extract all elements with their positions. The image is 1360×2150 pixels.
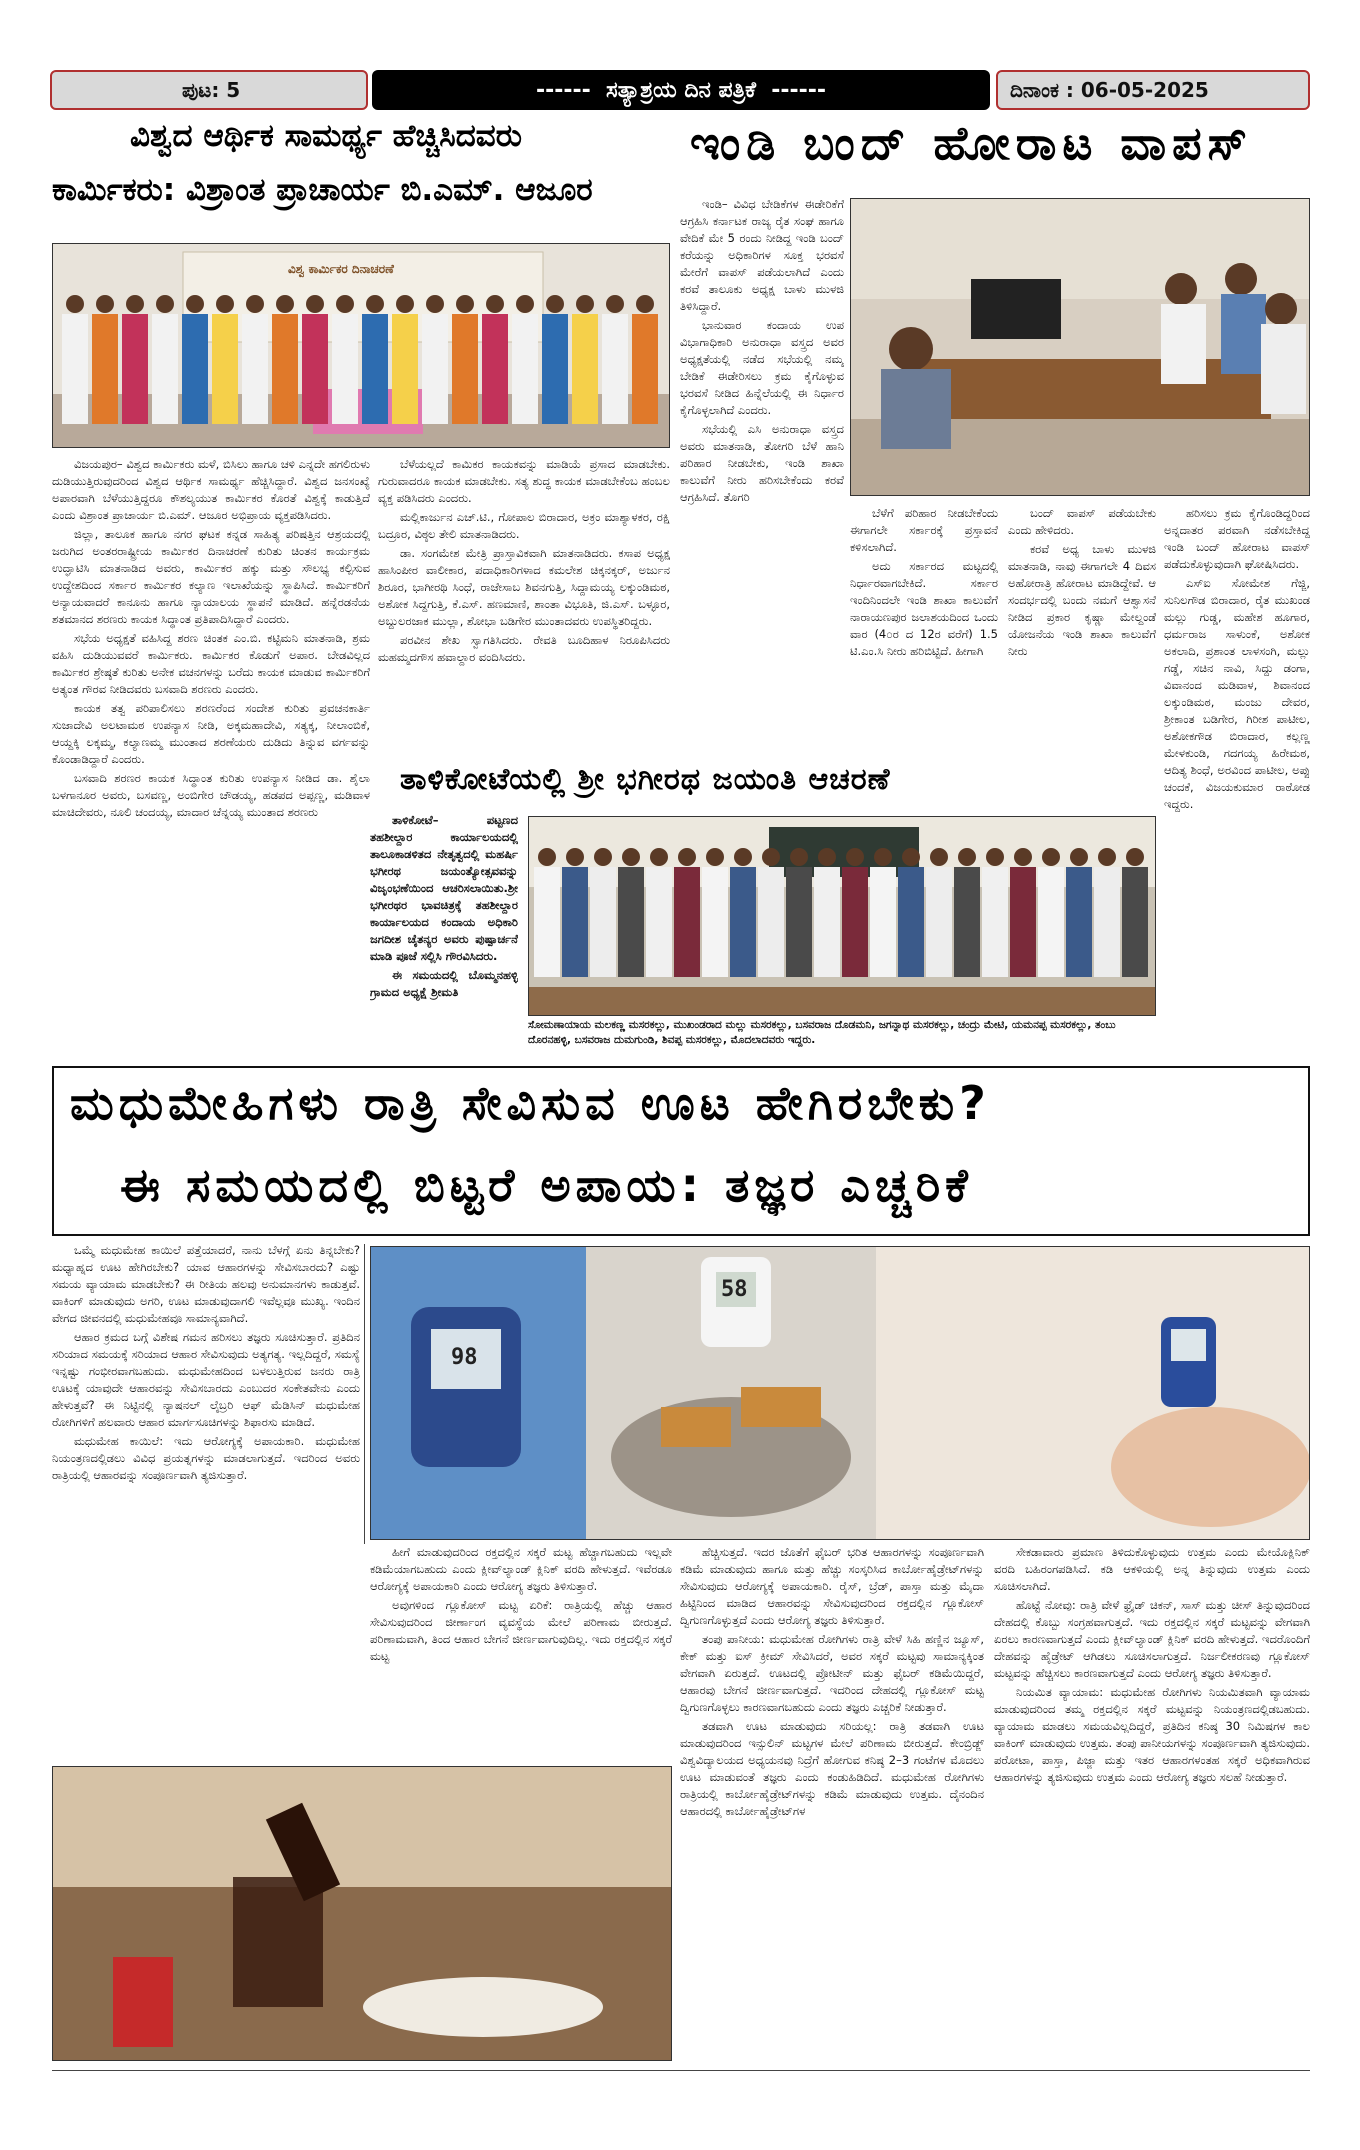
person-body xyxy=(1066,867,1092,977)
story4-col1-body xyxy=(52,1242,360,1484)
person-body xyxy=(982,867,1008,977)
paragraph: ಸಭೆಯಲ್ಲಿ ಎಸಿ ಅನುರಾಧಾ ವಸ್ತ್ರದ ಅವರು ಮಾತನಾಡಿ, ತೋಗರಿ ಬೆಳೆ ಹಾನಿ ಪರಿಹಾರ ನೀಡಬೇಕು, ಇಂಡಿ ಶಾಖಾ ಕಾಲುವೆಗೆ ನೀರು ಹರಿಸಬೇಕೆಂದು ಕರವೆ ಆಗ್ರಹಿಸಿದೆ. ತೊಗರಿ xyxy=(680,422,844,504)
person-body xyxy=(362,314,388,424)
story2-column-3 xyxy=(1008,505,1156,757)
paragraph: ಒಮ್ಮೆ ಮಧುಮೇಹ ಕಾಯಿಲೆ ಪತ್ತೆಯಾದರೆ, ನಾನು ಬೆಳಗ್ಗೆ ಏನು ತಿನ್ನಬೇಕು? ಮಧ್ಯಾಹ್ನದ ಊಟ ಹೇಗಿರಬೇಕು? ಯಾವ ಆಹಾರಗಳನ್ನು ಸೇವಿಸಬಾರದು? ಎಷ್ಟು ಸಮಯ ವ್ಯಾಯಾಮ ಮಾಡಬೇಕು? ಈ ರೀತಿಯ ಹಲವು ಅನುಮಾನಗಳು ಕಾಡುತ್ತವೆ. ವಾಕಿಂಗ್ ಮಾಡುವುದು ಅಗರಿ, ಊಟ ಮಾಡುವುದಾಗಲಿ ಇವೆಲ್ಲವೂ ಮುಖ್ಯ. ಇಂದಿನ ವೇಗದ ಜೀವನದಲ್ಲಿ ಮಧುಮೇಹವೂ ಸಾಮಾನ್ಯವಾಗಿದೆ. xyxy=(52,1243,360,1325)
story4-headline-line2: ಈ ಸಮಯದಲ್ಲಿ ಬಿಟ್ಟರೆ ಅಪಾಯ: ತಜ್ಞರ ಎಚ್ಚರಿಕೆ xyxy=(120,1158,973,1212)
person-body xyxy=(618,867,644,977)
paragraph: ಆಹಾರ ಕ್ರಮದ ಬಗ್ಗೆ ವಿಶೇಷ ಗಮನ ಹರಿಸಲು ತಜ್ಞರು ಸೂಚಿಸುತ್ತಾರೆ. ಪ್ರತಿದಿನ ಸರಿಯಾದ ಸಮಯಕ್ಕೆ ಸರಿಯಾದ ಆಹಾರ ಸೇವಿಸುವುದು ಅತ್ಯಗತ್ಯ. ಇಲ್ಲದಿದ್ದರೆ, ಸಮಸ್ಯೆ ಇನ್ನಷ್ಟು ಗಂಭೀರವಾಗಬಹುದು. ಮಧುಮೇಹದಿಂದ ಬಳಲುತ್ತಿರುವ ಜನರು ರಾತ್ರಿ ಊಟಕ್ಕೆ ಯಾವುದೇ ಆಹಾರವನ್ನು ಸೇವಿಸಬಾರದು ಎಂಬುದರ ಸಂಕೇತವೇನು ಎಂದು ಹೇಳುತ್ತವೆ? ಈ ನಿಟ್ಟಿನಲ್ಲಿ ನ್ಯಾಷನಲ್ ಲೈಬ್ರರಿ ಆಫ್ ಮೆಡಿಸಿನ್ ಮಧುಮೇಹ ರೋಗಿಗಳಿಗೆ ಹಲವಾರು ಆಹಾರ ಮಾರ್ಗಸೂಚಿಗಳನ್ನು ಶಿಫಾರಸು ಮಾಡಿದೆ. xyxy=(52,1330,360,1429)
paragraph: ಕಾಯಕ ತತ್ವ ಪರಿಪಾಲಿಸಲು ಶರಣರೆಂದ ಸಂದೇಶ ಕುರಿತು ಪ್ರವಚನಕಾರ್ತಿ ಸುಜಾದೇವಿ ಅಲಟಾಮಠ ಉಪನ್ಯಾಸ ನೀಡಿ, ಅಕ್ಕಮಹಾದೇವಿ, ಸತ್ಯಕ್ಕ, ನೀಲಾಂಬಿಕೆ, ಆಯ್ದಕ್ಕಿ ಲಕ್ಕಮ್ಮ, ಕಲ್ಯಾಣಮ್ಮ ಮುಂತಾದ ಶರಣೆಯರು ದುಡಿದು ತಿನ್ನುವ ವರ್ಗವನ್ನು ಕೊಂಡಾಡಿದ್ದಾರೆ ಎಂದರು. xyxy=(52,701,370,766)
person-body xyxy=(452,314,478,424)
person-body xyxy=(1010,867,1036,977)
person-body xyxy=(332,314,358,424)
person-head xyxy=(546,295,564,313)
story4-headline-line1: ಮಧುಮೇಹಿಗಳು ರಾತ್ರಿ ಸೇವಿಸುವ ಊಟ ಹೇಗಿರಬೇಕು? xyxy=(70,1076,991,1130)
paragraph: ಭಾನುವಾರ ಕಂದಾಯ ಉಪ ವಿಭಾಗಾಧಿಕಾರಿ ಅನುರಾಧಾ ವಸ್ತ್ರದ ಅವರ ಅಧ್ಯಕ್ಷತೆಯಲ್ಲಿ ನಡೆದ ಸಭೆಯಲ್ಲಿ ನಮ್ಮ ಬೇಡಿಕೆ ಈಡೇರಿಸಲು ಕ್ರಮ ಕೈಗೊಳ್ಳುವ ಭರವಸೆ ನೀಡಿದ ಹಿನ್ನೆಲೆಯಲ್ಲಿ ಈ ನಿರ್ಧಾರ ಕೈಗೊಳ್ಳಲಾಗಿದೆ ಎಂದರು. xyxy=(680,318,844,417)
person-body xyxy=(562,867,588,977)
indi-meeting-photo-illustration xyxy=(851,199,1310,496)
paragraph: ಮಧುಮೇಹ ಕಾಯಿಲೆ: ಇದು ಆರೋಗ್ಯಕ್ಕೆ ಅಪಾಯಕಾರಿ. ಮಧುಮೇಹ ನಿಯಂತ್ರಣದಲ್ಲಿಡಲು ವಿವಿಧ ಪ್ರಯತ್ನಗಳನ್ನು ಮಾಡಲಾಗುತ್ತದೆ. ಇದರಿಂದ ಅವರು ರಾತ್ರಿಯಲ್ಲಿ ಆಹಾರವನ್ನು ಸಂಪೂರ್ಣವಾಗಿ ತ್ಯಜಿಸುತ್ತಾರೆ. xyxy=(52,1434,360,1482)
paragraph: ತಾಳಿಕೋಟೆ– ಪಟ್ಟಣದ ತಹಶೀಲ್ದಾರ ಕಾರ್ಯಾಲಯದಲ್ಲಿ ತಾಲೂಕಾಡಳಿತದ ನೇತೃತ್ವದಲ್ಲಿ ಮಹರ್ಷಿ ಭಗೀರಥ ಜಯಂತ್ಯೋತ್ಸವವನ್ನು ವಿಜೃಂಭಣೆಯಿಂದ ಆಚರಿಸಲಾಯಿತು.ಶ್ರೀ ಭಗೀರಥರ ಭಾವಚಿತ್ರಕ್ಕೆ ತಹಶೀಲ್ದಾರ ಕಾರ್ಯಾಲಯದ ಕಂದಾಯ ಅಧಿಕಾರಿ ಜಗದೀಶ ಚೈತನ್ಯರ ಅವರು ಪುಷ್ಪಾರ್ಚನೆ ಮಾಡಿ ಪೂಜೆ ಸಲ್ಲಿಸಿ ಗೌರವಿಸಿದರು. xyxy=(370,813,518,963)
person-body xyxy=(242,314,268,424)
story1-col1-body xyxy=(52,456,370,821)
person-head xyxy=(126,295,144,313)
person-body xyxy=(572,314,598,424)
paper-title: ------ ಸತ್ಯಾಶ್ರಯ ದಿನ ಪತ್ರಿಕೆ ------ xyxy=(535,77,827,103)
drink-photo-illustration xyxy=(53,1767,672,2061)
person-head xyxy=(622,848,640,866)
paragraph: ಮಲ್ಲಿಕಾರ್ಜುನ ಎಚ್.ಟಿ., ಗೋಪಾಲ ಬಿರಾದಾರ, ಅಕ್ರಂ ಮಾಶ್ಯಾಳಕರ, ರಕ್ಷಿ ಬದ್ರೂರ, ವಿಠ್ಠಲ ತೇಲಿ ಮಾತನಾಡಿದರು. xyxy=(378,510,670,541)
person-body xyxy=(182,314,208,424)
story2-column-1 xyxy=(680,196,844,756)
person-head xyxy=(1098,848,1116,866)
person-body xyxy=(730,867,756,977)
diabetes-collage-photo xyxy=(370,1246,1310,1540)
paragraph: ಅದು ಸರ್ಕಾರದ ಮಟ್ಟದಲ್ಲಿ ನಿರ್ಧಾರವಾಗಬೇಕಿದೆ. ಸರ್ಕಾರ ಇಂದಿನಿಂದಲೇ ಇಂಡಿ ಶಾಖಾ ಕಾಲುವೆಗೆ ನಾರಾಯಣಪುರ ಜಲಾಶಯದಿಂದ ಒಂದು ವಾರ (4೦ರ ದ 12ರ ವರೆಗೆ) 1.5 ಟಿ.ಎಂ.ಸಿ ನೀರು ಹರಿಬಿಟ್ಟಿದೆ. ಹೀಗಾಗಿ xyxy=(850,559,998,658)
person-head xyxy=(216,295,234,313)
person-head xyxy=(538,848,556,866)
person-body xyxy=(646,867,672,977)
paragraph: ಕರವೆ ಅಧ್ಯ ಬಾಳು ಮುಳಜಿ ಮಾತನಾಡಿ, ನಾವು ಈಗಾಗಲೇ 4 ದಿವಸ ಅಹೋರಾತ್ರಿ ಹೋರಾಟ ಮಾಡಿದ್ದೇವೆ. ಆ ಸಂದರ್ಭದಲ್ಲಿ ಬಂದು ನಮಗೆ ಆಶ್ವಾಸನೆ ನೀಡಿದ ಪ್ರಕಾರ ಕೃಷ್ಣಾ ಮೇಲ್ದಂಡೆ ಯೋಜನೆಯ ಇಂಡಿ ಶಾಖಾ ಕಾಲುವೆಗೆ ನೀರು xyxy=(1008,542,1156,658)
person-head xyxy=(96,295,114,313)
person-head xyxy=(396,295,414,313)
paragraph: ಡಾ. ಸಂಗಮೇಶ ಮೇತ್ರಿ ಪ್ರಾಸ್ತಾವಿಕವಾಗಿ ಮಾತನಾಡಿದರು. ಕಸಾಪ ಅಧ್ಯಕ್ಷ ಹಾಸಿಂಪೀರ ವಾಲೀಕಾರ, ಪದಾಧಿಕಾರಿಗಳಾದ ಕಮಲೇಶ ಚಿಕ್ಕನಕ್ಕರ್, ಅರ್ಜುನ ಶಿರೂರ, ಭಾಗೀರಥಿ ಸಿಂಧೆ, ರಾಜೇಸಾಬ ಶಿವನಗುತ್ತಿ, ಸಿದ್ದಾಮಯ್ಯ ಲಕ್ಕುಂಡಿಮಠ, ಅಶೋಕ ಸಿದ್ದಗುತ್ತಿ, ಕೆ.ಎಸ್. ಹಣಮಾಣಿ, ಶಾಂತಾ ವಿಭೂತಿ, ಜಿ.ಎಸ್. ಬಳ್ಳೂರ, ಅಬ್ದುಲರಜಾಕ ಮುಲ್ಲಾ, ಶೋಭಾ ಬಡಿಗೇರ ಮುಂತಾದವರು ಉಪಸ್ಥಿತರಿದ್ದರು. xyxy=(378,546,670,628)
person-head xyxy=(930,848,948,866)
person-body xyxy=(590,867,616,977)
person-head xyxy=(636,295,654,313)
labour-day-group-photo xyxy=(52,243,670,448)
person-body xyxy=(926,867,952,977)
story2-col4-body xyxy=(1164,505,1310,813)
person-head xyxy=(336,295,354,313)
person-body xyxy=(272,314,298,424)
paragraph: ಹರಿಸಲು ಕ್ರಮ ಕೈಗೊಂಡಿದ್ದರಿಂದ ಅನ್ನದಾತರ ಪರವಾಗಿ ನಡೆಸಬೇಕಿದ್ದ ಇಂಡಿ ಬಂದ್ ಹೋರಾಟ ವಾಪಸ್ ಪಡೆದುಕೊಳ್ಳುವುದಾಗಿ ಘೋಷಿಸಿದರು. xyxy=(1164,506,1310,571)
story2-col1-body xyxy=(680,196,844,506)
person-head xyxy=(1070,848,1088,866)
person-body xyxy=(1122,867,1148,977)
paragraph: ಇಂಡಿ– ವಿವಿಧ ಬೇಡಿಕೆಗಳ ಈಡೇರಿಕೆಗೆ ಆಗ್ರಹಿಸಿ ಕರ್ನಾಟಕ ರಾಜ್ಯ ರೈತ ಸಂಘ ಹಾಗೂ ವೇದಿಕೆ ಮೇ 5 ರಂದು ನೀಡಿದ್ದ ಇಂಡಿ ಬಂದ್ ಕರೆಯನ್ನು ಅಧಿಕಾರಿಗಳ ಸೂಕ್ತ ಭರವಸೆ ಮೇರೆಗೆ ವಾಪಸ್ ಪಡೆಯಲಾಗಿದೆ ಎಂದು ಕರವೆ ತಾಲೂಕು ಅಧ್ಯಕ್ಷ ಬಾಳು ಮುಳಜಿ ತಿಳಿಸಿದ್ದಾರೆ. xyxy=(680,197,844,313)
person-head xyxy=(902,848,920,866)
story1-headline-line2: ಕಾರ್ಮಿಕರು: ವಿಶ್ರಾಂತ ಪ್ರಾಚಾರ್ಯ ಬಿ.ಎಮ್. ಆಜೂರ xyxy=(52,172,593,208)
person-body xyxy=(534,867,560,977)
date-label xyxy=(996,70,1310,110)
story1-col2-body xyxy=(378,456,670,666)
paragraph: ಅವುಗಳಿಂದ ಗ್ಲೂಕೋಸ್ ಮಟ್ಟ ಏರಿಕೆ: ರಾತ್ರಿಯಲ್ಲಿ ಹೆಚ್ಚು ಆಹಾರ ಸೇವಿಸುವುದರಿಂದ ಜೀರ್ಣಾಂಗ ವ್ಯವಸ್ಥೆಯ ಮೇಲೆ ಪರಿಣಾಮ ಬೀರುತ್ತದೆ. ಪರಿಣಾಮವಾಗಿ, ತಿಂದ ಆಹಾರ ಬೇಗನೆ ಜೀರ್ಣವಾಗುವುದಿಲ್ಲ. ಇದು ರಕ್ತದಲ್ಲಿನ ಸಕ್ಕರೆ ಮಟ್ಟ xyxy=(370,1598,672,1663)
story4-column-2 xyxy=(370,1544,672,1762)
person-head xyxy=(456,295,474,313)
paragraph: ತಂಪು ಪಾನೀಯ: ಮಧುಮೇಹ ರೋಗಿಗಳು ರಾತ್ರಿ ವೇಳೆ ಸಿಹಿ ಹಣ್ಣಿನ ಜ್ಯೂಸ್, ಕೇಕ್ ಮತ್ತು ಐಸ್ ಕ್ರೀಮ್ ಸೇವಿಸಿದರೆ, ಅವರ ಸಕ್ಕರೆ ಮಟ್ಟವು ಸಾಮಾನ್ಯಕ್ಕಿಂತ ವೇಗವಾಗಿ ಏರುತ್ತದೆ. ಊಟದಲ್ಲಿ ಪ್ರೋಟೀನ್ ಮತ್ತು ಫೈಬರ್ ಕಡಿಮೆಯಿದ್ದರೆ, ಆಹಾರವು ಬೇಗನೆ ಜೀರ್ಣವಾಗುತ್ತದೆ. ಇದರಿಂದ ದೇಹದಲ್ಲಿ ಗ್ಲೂಕೋಸ್ ಮಟ್ಟ ದ್ವಿಗುಣಗೊಳ್ಳಲು ಕಾರಣವಾಗಬಹುದು ಎಂದು ತಜ್ಞರು ಎಚ್ಚರಿಕೆ ನೀಡುತ್ತಾರೆ. xyxy=(680,1632,984,1714)
paragraph: ಹೆಚ್ಚಿಸುತ್ತದೆ. ಇದರ ಜೊತೆಗೆ ಫೈಬರ್ ಭರಿತ ಆಹಾರಗಳನ್ನು ಸಂಪೂರ್ಣವಾಗಿ ಕಡಿಮೆ ಮಾಡುವುದು ಹಾಗೂ ಮತ್ತು ಹೆಚ್ಚು ಸಂಸ್ಕರಿಸಿದ ಕಾರ್ಬೋಹೈಡ್ರೇಟ್‌ಗಳನ್ನು ಸೇವಿಸುವುದು ಆರೋಗ್ಯಕ್ಕೆ ಅಪಾಯಕಾರಿ. ರೈಸ್, ಬ್ರೆಡ್, ಪಾಸ್ತಾ ಮತ್ತು ಮೈದಾ ಹಿಟ್ಟಿನಿಂದ ಮಾಡಿದ ಆಹಾರವನ್ನು ಸೇವಿಸುವುದರಿಂದ ರಕ್ತದಲ್ಲಿನ ಗ್ಲೂಕೋಸ್ ದ್ವಿಗುಣಗೊಳ್ಳುತ್ತದೆ ಎಂದು ಆರೋಗ್ಯ ತಜ್ಞರು ತಿಳಿಸುತ್ತಾರೆ. xyxy=(680,1545,984,1627)
story2-col3-body xyxy=(1008,505,1156,660)
paragraph: ಹೊಟ್ಟೆ ನೋವು: ರಾತ್ರಿ ವೇಳೆ ಫ್ರೈಡ್ ಚಿಕನ್, ಸಾಸ್ ಮತ್ತು ಚೀಸ್ ತಿನ್ನುವುದರಿಂದ ದೇಹದಲ್ಲಿ ಕೊಬ್ಬು ಸಂಗ್ರಹವಾಗುತ್ತದೆ. ಇದು ರಕ್ತದಲ್ಲಿನ ಸಕ್ಕರೆ ಮಟ್ಟವನ್ನು ವೇಗವಾಗಿ ಏರಲು ಕಾರಣವಾಗುತ್ತದೆ ಎಂದು ಕ್ಲೀವ್‌ಲ್ಯಾಂಡ್ ಕ್ಲಿನಿಕ್ ವರದಿ ಹೇಳುತ್ತದೆ. ಇದರೊಂದಿಗೆ ದೇಹವನ್ನು ಹೈಡ್ರೇಟ್ ಆಗಿಡಲು ಸೂಚಿಸಲಾಗುತ್ತದೆ. ನಿರ್ಜಲೀಕರಣವು ಗ್ಲೂಕೋಸ್ ಮಟ್ಟವನ್ನು ಹೆಚ್ಚಿಸಲು ಕಾರಣವಾಗುತ್ತದೆ ಎಂದು ಆರೋಗ್ಯ ತಜ್ಞರು ತಿಳಿಸುತ್ತಾರೆ. xyxy=(994,1598,1310,1680)
labour-day-banner-text: ವಿಶ್ವ ಕಾರ್ಮಿಕರ ದಿನಾಚರಣೆ xyxy=(288,262,394,276)
person-head xyxy=(426,295,444,313)
story2-col2-body xyxy=(850,505,998,660)
person-body xyxy=(512,314,538,424)
paragraph: ಬೆಳೆಗೆ ಪರಿಹಾರ ನೀಡಬೇಕೆಂದು ಈಗಾಗಲೇ ಸರ್ಕಾರಕ್ಕೆ ಪ್ರಸ್ತಾವನೆ ಕಳಿಸಲಾಗಿದೆ. xyxy=(850,506,998,554)
story4-column-4 xyxy=(994,1544,1310,2064)
person-body xyxy=(1094,867,1120,977)
person-body xyxy=(482,314,508,424)
page-number-label xyxy=(50,70,368,110)
person-body xyxy=(122,314,148,424)
person-head xyxy=(1042,848,1060,866)
person-head xyxy=(678,848,696,866)
paragraph: ವಿಜಯಪುರ– ವಿಶ್ವದ ಕಾರ್ಮಿಕರು ಮಳೆ, ಬಿಸಿಲು ಹಾಗೂ ಚಳಿ ಎನ್ನದೇ ಹಗಲಿರುಳು ದುಡಿಯುತ್ತಿರುವುದರಿಂದ ವಿಶ್ವದ ಆರ್ಥಿಕ ಸಾಮರ್ಥ್ಯ ಹೆಚ್ಚಿಸಿದ್ದಾರೆ. ವಿಶ್ವದ ಜನಸಂಖ್ಯೆ ಅಪಾರವಾಗಿ ಬೆಳೆಯುತ್ತಿದ್ದರೂ ಕೌಶಲ್ಯಯುತ ಕಾರ್ಮಿಕರ ಕೊರತೆ ವಿಶ್ವಕ್ಕೆ ಕಾಡುತ್ತಿದೆ ಎಂದು ವಿಶ್ರಾಂತ ಪ್ರಾಚಾರ್ಯ ಬಿ.ಎಮ್. ಆಜೂರ ಅಭಿಪ್ರಾಯ ವ್ಯಕ್ತಪಡಿಸಿದರು. xyxy=(52,457,370,522)
person-head xyxy=(156,295,174,313)
paragraph: ನಿಯಮಿತ ವ್ಯಾಯಾಮ: ಮಧುಮೇಹ ರೋಗಿಗಳು ನಿಯಮಿತವಾಗಿ ವ್ಯಾಯಾಮ ಮಾಡುವುದರಿಂದ ತಮ್ಮ ರಕ್ತದಲ್ಲಿನ ಸಕ್ಕರೆ ಮಟ್ಟವನ್ನು ನಿಯಂತ್ರಣದಲ್ಲಿಡಬಹುದು. ವ್ಯಾಯಾಮ ಮಾಡಲು ಸಮಯವಿಲ್ಲದಿದ್ದರೆ, ಪ್ರತಿದಿನ ಕನಿಷ್ಠ 30 ನಿಮಿಷಗಳ ಕಾಲ ವಾಕಿಂಗ್ ಮಾಡುವುದು ಉತ್ತಮ. ತಂಪು ಪಾನೀಯಗಳನ್ನು ಸಂಪೂರ್ಣವಾಗಿ ತ್ಯಜಿಸುವುದು. ಪರೋಟಾ, ಪಾಸ್ತಾ, ಪಿಜ್ಜಾ ಮತ್ತು ಇತರ ಆಹಾರಗಳಂತಹ ಸಕ್ಕರೆ ಅಧಿಕವಾಗಿರುವ ಆಹಾರಗಳನ್ನು ತ್ಯಜಿಸುವುದು ಉತ್ತಮ ಎಂದು ಆರೋಗ್ಯ ತಜ್ಞರು ಸಲಹೆ ನೀಡುತ್ತಾರೆ. xyxy=(994,1685,1310,1784)
person-head xyxy=(790,848,808,866)
person-head xyxy=(734,848,752,866)
person-body xyxy=(302,314,328,424)
person-head xyxy=(276,295,294,313)
person-head xyxy=(762,848,780,866)
glucose-meter-reading-1: 98 xyxy=(451,1345,478,1370)
person-head xyxy=(1126,848,1144,866)
story2-column-4 xyxy=(1164,505,1310,1060)
person-body xyxy=(870,867,896,977)
person-body xyxy=(92,314,118,424)
diabetes-collage-illustration xyxy=(371,1247,1310,1540)
person-head xyxy=(846,848,864,866)
story2-column-2 xyxy=(850,505,998,757)
paragraph: ಸಭೆಯ ಅಧ್ಯಕ್ಷತೆ ವಹಿಸಿದ್ದ ಶರಣ ಚಿಂತಕ ಎಂ.ಬಿ. ಕಟ್ಟಿಮನಿ ಮಾತನಾಡಿ, ಶ್ರಮ ವಹಿಸಿ ದುಡಿಯುವವರೆ ಕಾರ್ಮಿಕರು. ಕಾರ್ಮಿಕರ ಕೊಡುಗೆ ಅಪಾರ. ಬೇಡವಿಲ್ಲದ ಕಾರ್ಮಿಕರ ಶ್ರೇಷ್ಠತೆ ಕುರಿತು ಅನೇಕ ವಚನಗಳನ್ನು ಬರೆದು ಕಾಯಕ ಮಾಡುವ ಕಾರ್ಮಿಕರಿಗೆ ಅತ್ಯಂತ ಗೌರವ ನೀಡಿದವರು ಬಸವಾದಿ ಶರಣರು ಎಂದರು. xyxy=(52,631,370,696)
person-body xyxy=(602,314,628,424)
paragraph: ಪರವೀನ ಶೇಖ ಸ್ವಾಗತಿಸಿದರು. ರೇವತಿ ಬೂದಿಹಾಳ ನಿರೂಪಿಸಿದರು ಮಹಮ್ಮದಗೌಸ ಹವಾಲ್ದಾರ ವಂದಿಸಿದರು. xyxy=(378,633,670,664)
person-head xyxy=(986,848,1004,866)
story4-col3-body xyxy=(680,1544,984,1820)
indi-meeting-photo xyxy=(850,198,1310,496)
person-head xyxy=(874,848,892,866)
person-body xyxy=(898,867,924,977)
paragraph: ಬೆಳೆಯಲ್ಲದೆ ಕಾಮಿಕರ ಕಾಯಕವನ್ನು ಮಾಡಿಯೆ ಪ್ರಸಾದ ಮಾಡಬೇಕು. ಗುರುವಾದರೂ ಕಾಯಕ ಮಾಡಬೇಕು. ಸತ್ಯ ಶುದ್ಧ ಕಾಯಕ ಮಾಡಬೇಕೆಂಬ ಹಂಬಲ ವ್ಯಕ್ತ ಪಡಿಸಿದರು ಎಂದರು. xyxy=(378,457,670,505)
paragraph: ತಡವಾಗಿ ಊಟ ಮಾಡುವುದು ಸರಿಯಲ್ಲ: ರಾತ್ರಿ ತಡವಾಗಿ ಊಟ ಮಾಡುವುದರಿಂದ ಇನ್ಸುಲಿನ್ ಮಟ್ಟಗಳ ಮೇಲೆ ಪರಿಣಾಮ ಬೀರುತ್ತದೆ. ಕೇಂಬ್ರಿಡ್ಜ್ ವಿಶ್ವವಿದ್ಯಾಲಯದ ಅಧ್ಯಯನವು ನಿದ್ರೆಗೆ ಹೋಗುವ ಕನಿಷ್ಠ 2–3 ಗಂಟೆಗಳ ಮೊದಲು ಊಟ ಮಾಡುವಂತೆ ತಜ್ಞರು ಎಂದು ಕಂಡುಹಿಡಿದಿದೆ. ಮಧುಮೇಹ ರೋಗಿಗಳು ರಾತ್ರಿಯಲ್ಲಿ ಕಾರ್ಬೋಹೈಡ್ರೇಟ್‌ಗಳನ್ನು ಕಡಿಮೆ ಮಾಡುವುದು ಉತ್ತಮ. ದೈನಂದಿನ ಆಹಾರದಲ್ಲಿ ಕಾರ್ಬೋಹೈಡ್ರೇಟ್‌ಗಳ xyxy=(680,1719,984,1818)
story2-headline: ಇಂಡಿ ಬಂದ್ ಹೋರಾಟ ವಾಪಸ್ xyxy=(690,116,1253,170)
page-bottom-rule xyxy=(52,2070,1310,2071)
person-head xyxy=(566,848,584,866)
person-head xyxy=(818,848,836,866)
person-head xyxy=(66,295,84,313)
glucose-meter-reading-2: 58 xyxy=(721,1277,748,1302)
paragraph: ಬಸವಾದಿ ಶರಣರ ಕಾಯಕ ಸಿದ್ಧಾಂತ ಕುರಿತು ಉಪನ್ಯಾಸ ನೀಡಿದ ಡಾ. ಶೈಲಾ ಬಳಗಾನೂರ ಅವರು, ಬಸವಣ್ಣ, ಅಂಬಿಗೇರ ಚೌಡಯ್ಯ, ಹಡಪದ ಅಪ್ಪಣ್ಣ, ಮಡಿವಾಳ ಮಾಚಿದೇವರು, ನೂಲಿ ಚಂದಯ್ಯ, ಮಾದಾರ ಚೆನ್ನಯ್ಯ ಮುಂತಾದ ಶರಣರು xyxy=(52,771,370,819)
paragraph: ಹೀಗೆ ಮಾಡುವುದರಿಂದ ರಕ್ತದಲ್ಲಿನ ಸಕ್ಕರೆ ಮಟ್ಟ ಹೆಚ್ಚಾಗಬಹುದು ಇಲ್ಲವೇ ಕಡಿಮೆಯಾಗಬಹುದು ಎಂದು ಕ್ಲೀವ್‌ಲ್ಯಾಂಡ್ ಕ್ಲಿನಿಕ್ ವರದಿ ಹೇಳುತ್ತದೆ. ಇವೆರಡೂ ಆರೋಗ್ಯಕ್ಕೆ ಅಪಾಯಕಾರಿ ಎಂದು ಆರೋಗ್ಯ ತಜ್ಞರು ತಿಳಿಸುತ್ತಾರೆ. xyxy=(370,1545,672,1593)
person-head xyxy=(516,295,534,313)
person-body xyxy=(674,867,700,977)
diabetes-photo-divider xyxy=(364,1244,365,1544)
person-head xyxy=(606,295,624,313)
person-body xyxy=(758,867,784,977)
person-body xyxy=(842,867,868,977)
paper-title-bar xyxy=(372,70,990,110)
person-body xyxy=(954,867,980,977)
person-head xyxy=(1014,848,1032,866)
person-head xyxy=(650,848,668,866)
person-head xyxy=(576,295,594,313)
person-head xyxy=(958,848,976,866)
person-body xyxy=(152,314,178,424)
talikote-photo-caption: ಸೋಮಣಾಯಾಯ ಮಲಕಣ್ಣ ಮಸರಕಲ್ಲು, ಮುಖಂಡರಾದ ಮಲ್ಲು ಮಸರಕಲ್ಲು, ಬಸವರಾಜ ದೊಡಮನಿ, ಜಗನ್ನಾಥ ಮಸರಕಲ್ಲು, ಚಂದ್ರು ಮೇಟಿ, ಯಮನಪ್ಪ ಮಸರಕಲ್ಲು, ತಂಬು ದೊರನಹಳ್ಳಿ, ಬಸವರಾಜ ದುಮಗುಂಡಿ, ಶಿವಪ್ಪ ಮಸರಕಲ್ಲು, ಮೊದಲಾದವರು ಇದ್ದರು. xyxy=(528,1019,1116,1046)
person-body xyxy=(62,314,88,424)
person-head xyxy=(366,295,384,313)
story4-col4-body xyxy=(994,1544,1310,1786)
story1-headline-line1: ವಿಶ್ವದ ಆರ್ಥಿಕ ಸಾಮರ್ಥ್ಯ ಹೆಚ್ಚಿಸಿದವರು xyxy=(130,118,522,154)
talikote-photo-illustration xyxy=(529,817,1156,1016)
story3-headline: ತಾಳಿಕೋಟೆಯಲ್ಲಿ ಶ್ರೀ ಭಗೀರಥ ಜಯಂತಿ ಆಚರಣೆ xyxy=(400,762,891,797)
story3-body xyxy=(370,812,518,1057)
drink-pouring-photo xyxy=(52,1766,672,2061)
paragraph: ಎಸ್ಐ ಸೋಮೇಶ ಗೆಜ್ಜಿ, ಸುನಿಲಗೌಡ ಬಿರಾದಾರ, ರೈತ ಮುಖಂಡ ಮಲ್ಲು ಗುಡ್ಡ, ಮಹೇಶ ಹೂಗಾರ, ಧರ್ಮರಾಜ ಸಾಳುಂಕೆ, ಅಶೋಕ ಅಕಲಾದಿ, ಪ್ರಶಾಂತ ಲಾಳಸಂಗಿ, ಮಲ್ಲು ಗಡ್ಡೆ, ಸಚಿನ ನಾವಿ, ಸಿದ್ದು ಡಂಗಾ, ವಿವಾನಂದ ಮಡಿವಾಳ, ಶಿವಾನಂದ ಲಕ್ಕುಂಡಿಮಠ, ಮಂಜು ದೇವರ, ಶ್ರೀಕಾಂತ ಬಡಿಗೇರ, ಗಿರೀಶ ಪಾಟೀಲ, ಅಶೋಕಗೌಡ ಬಿರಾದಾರ, ಕಲ್ಲಣ್ಣ ಮೇಳಕುಂಡಿ, ಗದಗಯ್ಯ ಹಿರೇಮಠ, ಆದಿತ್ಯ ಶಿಂಧೆ, ಅರವಿಂದ ಪಾಟೀಲ, ಅಪ್ಪು ಚಂದಕೆ, ವಿಜಯಕುಮಾರ ರಾಠೋಡ ಇದ್ದರು. xyxy=(1164,576,1310,811)
story1-column-2 xyxy=(378,456,670,771)
person-body xyxy=(1038,867,1064,977)
story4-column-1 xyxy=(52,1242,360,1754)
page-number-text: ಪುಟ: 5 xyxy=(182,78,241,102)
talikote-group-photo xyxy=(528,816,1156,1016)
story3-body-text xyxy=(370,812,518,1001)
person-head xyxy=(306,295,324,313)
person-body xyxy=(392,314,418,424)
person-head xyxy=(706,848,724,866)
person-body xyxy=(542,314,568,424)
person-body xyxy=(814,867,840,977)
person-body xyxy=(422,314,448,424)
date-text: ದಿನಾಂಕ : 06-05-2025 xyxy=(1010,78,1209,102)
paragraph: ಸೇಕಡಾವಾರು ಪ್ರಮಾಣ ತಿಳಿದುಕೊಳ್ಳುವುದು ಉತ್ತಮ ಎಂದು ಮೇಯೊಕ್ಲಿನಿಕ್ ವರದಿ ಬಹಿರಂಗಪಡಿಸಿದೆ. ಕಡಿ ಆಕಳಿಯಲ್ಲಿ ಅನ್ನ ತಿನ್ನುವುದು ಉತ್ತಮ ಎಂದು ಸೂಚಿಸಲಾಗಿದೆ. xyxy=(994,1545,1310,1593)
person-body xyxy=(212,314,238,424)
story1-column-1 xyxy=(52,456,370,1056)
paragraph: ಬಂದ್ ವಾಪಸ್ ಪಡೆಯಬೇಕು ಎಂದು ಹೇಳಿದರು. xyxy=(1008,506,1156,537)
paragraph: ಈ ಸಮಯದಲ್ಲಿ ಬೊಮ್ಮನಹಳ್ಳಿ ಗ್ರಾಮದ ಅಧ್ಯಕ್ಷೆ ಶ್ರೀಮತಿ xyxy=(370,968,518,999)
person-head xyxy=(246,295,264,313)
story4-column-3 xyxy=(680,1544,984,2064)
person-body xyxy=(702,867,728,977)
person-body xyxy=(786,867,812,977)
paragraph: ಜಿಲ್ಲಾ, ತಾಲೂಕ ಹಾಗೂ ನಗರ ಘಟಕ ಕನ್ನಡ ಸಾಹಿತ್ಯ ಪರಿಷತ್ತಿನ ಆಶ್ರಯದಲ್ಲಿ ಜರುಗಿದ ಅಂತರರಾಷ್ಟ್ರೀಯ ಕಾರ್ಮಿಕರ ದಿನಾಚರಣೆ ಕುರಿತು ಚಿಂತನ ಕಾರ್ಯಕ್ರಮ ಉದ್ಘಾಟಿಸಿ ಮಾತನಾಡಿದ ಅವರು, ಕಾರ್ಮಿಕರ ಹಕ್ಕು ಮತ್ತು ಸೌಲಭ್ಯ ಕಲ್ಪಿಸುವ ಉದ್ದೇಶದಿಂದ ಸರ್ಕಾರ ಕಾರ್ಮಿಕರ ಕಲ್ಯಾಣ ಇಲಾಖೆಯನ್ನು ಸ್ಥಾಪಿಸಿದೆ. ಕಾರ್ಮಿಕರಿಗೆ ಅನ್ಯಾಯವಾದರೆ ಕಾನೂನು ಹಾಗೂ ನ್ಯಾಯಾಲಯ ಸ್ಥಾಪನೆ ಮಾಡಿದೆ. ಹನ್ನೆರಡನೆಯ ಶತಮಾನದ ಶರಣರು ಕಾಯಕ ಸಿದ್ಧಾಂತ ಪ್ರತಿಪಾದಿಸಿದ್ದಾರೆ ಎಂದರು. xyxy=(52,527,370,626)
story4-col2-body xyxy=(370,1544,672,1665)
person-head xyxy=(186,295,204,313)
person-head xyxy=(594,848,612,866)
person-head xyxy=(486,295,504,313)
person-body xyxy=(632,314,658,424)
